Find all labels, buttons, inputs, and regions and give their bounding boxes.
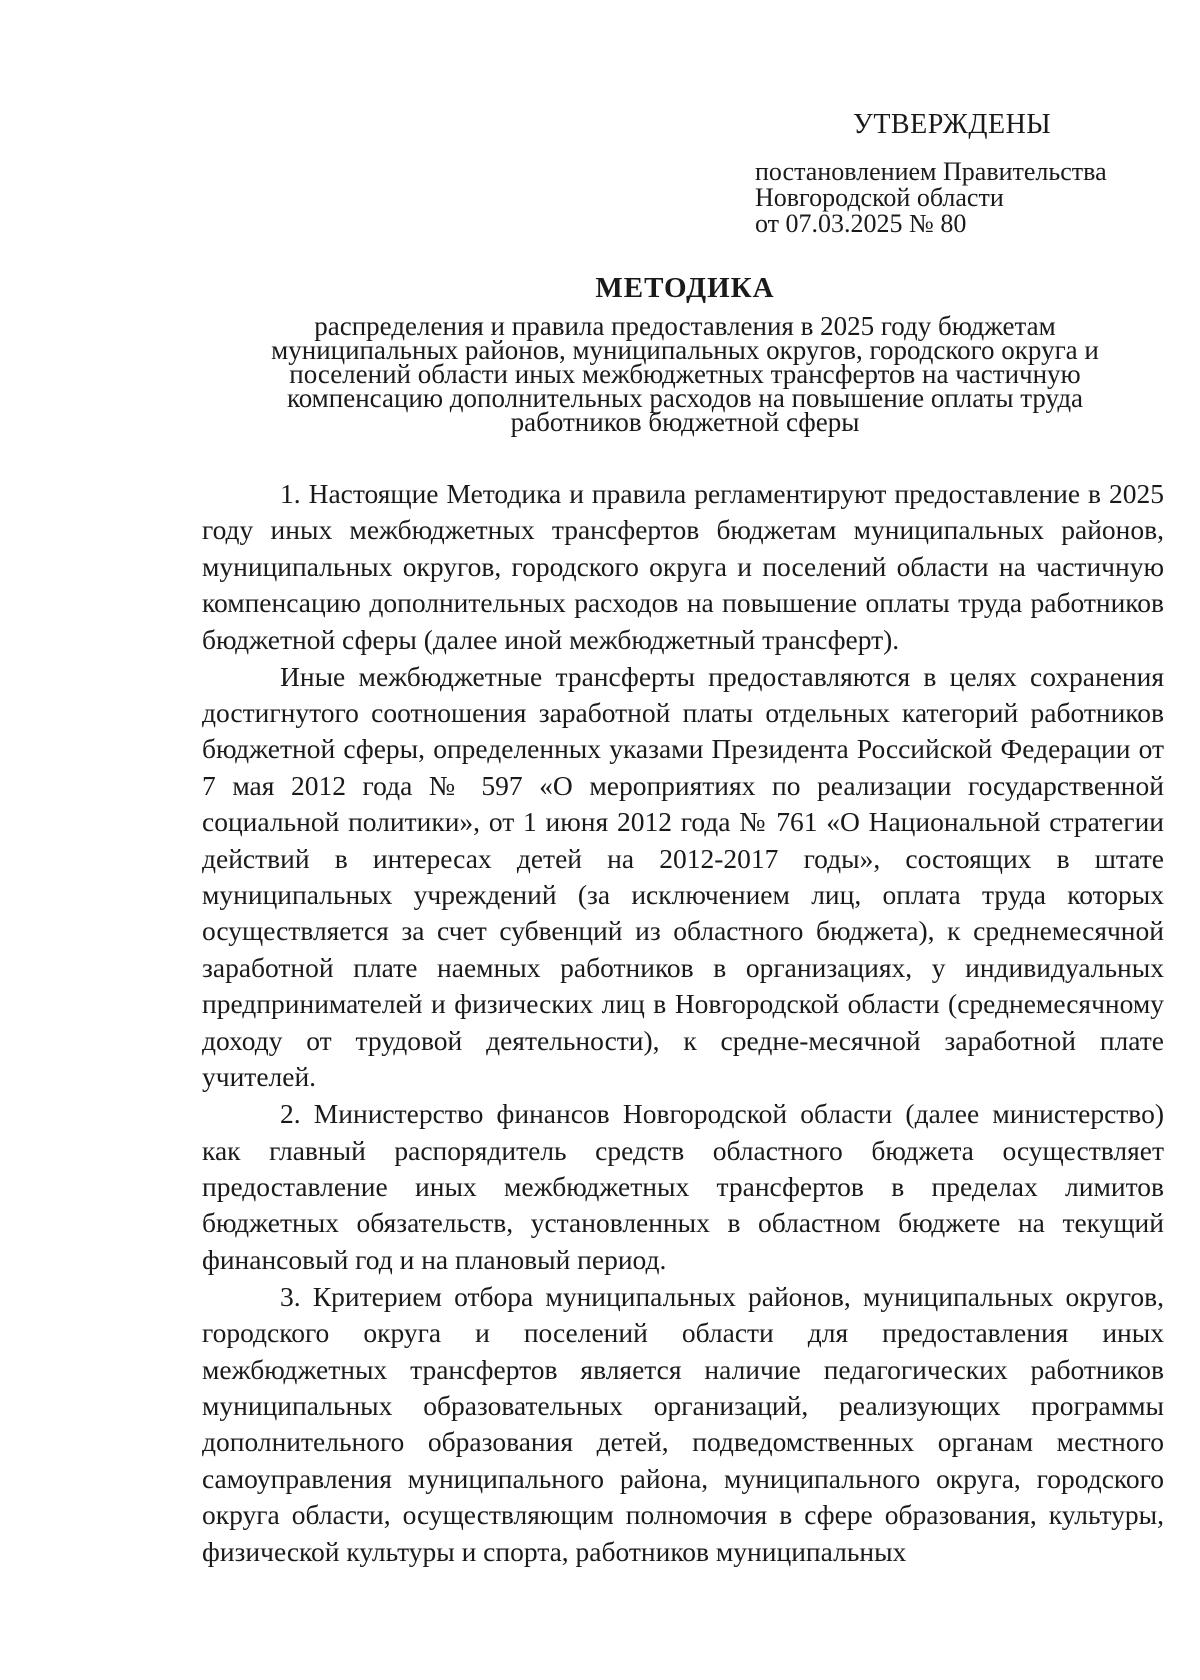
subtitle-line: поселений области иных межбюджетных трансфертов на частичную xyxy=(289,359,1081,389)
paragraph-2: 2. Министерство финансов Новгородской области (далее министерство) как главный распорядитель средств областного бюджета осуществляет предоставление иных межбюджетных трансфертов в пределах лимитов бюджетных обязательств, установленных в областном бюджете на текущий финансовый год и на плановый период. xyxy=(202,1098,1164,1275)
subtitle-line: распределения и правила предоставления в 2025 году бюджетам xyxy=(314,311,1056,341)
approval-block xyxy=(755,109,1155,238)
document-subtitle xyxy=(200,311,1170,437)
approval-line-2: Новгородской области xyxy=(755,183,1004,212)
paragraph-1: 1. Настоящие Методика и правила регламентируют предоставление в 2025 году иных межбюджетных трансфертов бюджетам муниципальных районов, муниципальных округов, городского округа и поселений области на частичную компенсацию дополнительных расходов на повышение оплаты труда работников бюджетной сферы (далее иной межбюджетный трансферт). xyxy=(202,478,1164,655)
approval-line-3: от 07.03.2025 № 80 xyxy=(755,209,967,238)
subtitle-line: муниципальных районов, муниципальных округов, городского округа и xyxy=(271,335,1099,365)
paragraph-1-continued: Иные межбюджетные трансферты предоставляются в целях сохранения достигнутого соотношения заработной платы отдельных категорий работников бюджетной сферы, определенных указами Президента Российской Федерации от 7 мая 2012 года № 597 «О мероприятиях по реализации государственной социальной политики», от 1 июня 2012 года № 761 «О Национальной стратегии действий в интересах детей на 2012-2017 годы», состоящих в штате муниципальных учреждений (за исключением лиц, оплата труда которых осуществляется за счет субвенций из областного бюджета), к среднемесячной заработной плате наемных работников в организациях, у индивидуальных предпринимателей и физических лиц в Новгородской области (среднемесячному доходу от трудовой деятельности), к средне-месячной заработной плате учителей. xyxy=(202,660,1164,1093)
document-body xyxy=(202,476,1164,1571)
subtitle-line: работников бюджетной сферы xyxy=(510,407,860,437)
approval-stamp: УТВЕРЖДЕНЫ xyxy=(853,109,1052,140)
paragraph-3: 3. Критерием отбора муниципальных районов, муниципальных округов, городского округа и поселений области для предоставления иных межбюджетных трансфертов является наличие педагогических работников муниципальных образовательных организаций, реализующих программы дополнительного образования детей, подведомственных органам местного самоуправления муниципального района, муниципального округа, городского округа области, осуществляющим полномочия в сфере образования, культуры, физической культуры и спорта, работников муниципальных xyxy=(202,1280,1164,1567)
document-title: МЕТОДИКА xyxy=(595,272,775,304)
subtitle-line: компенсацию дополнительных расходов на повышение оплаты труда xyxy=(286,383,1084,413)
approval-line-1: постановлением Правительства xyxy=(755,157,1107,186)
